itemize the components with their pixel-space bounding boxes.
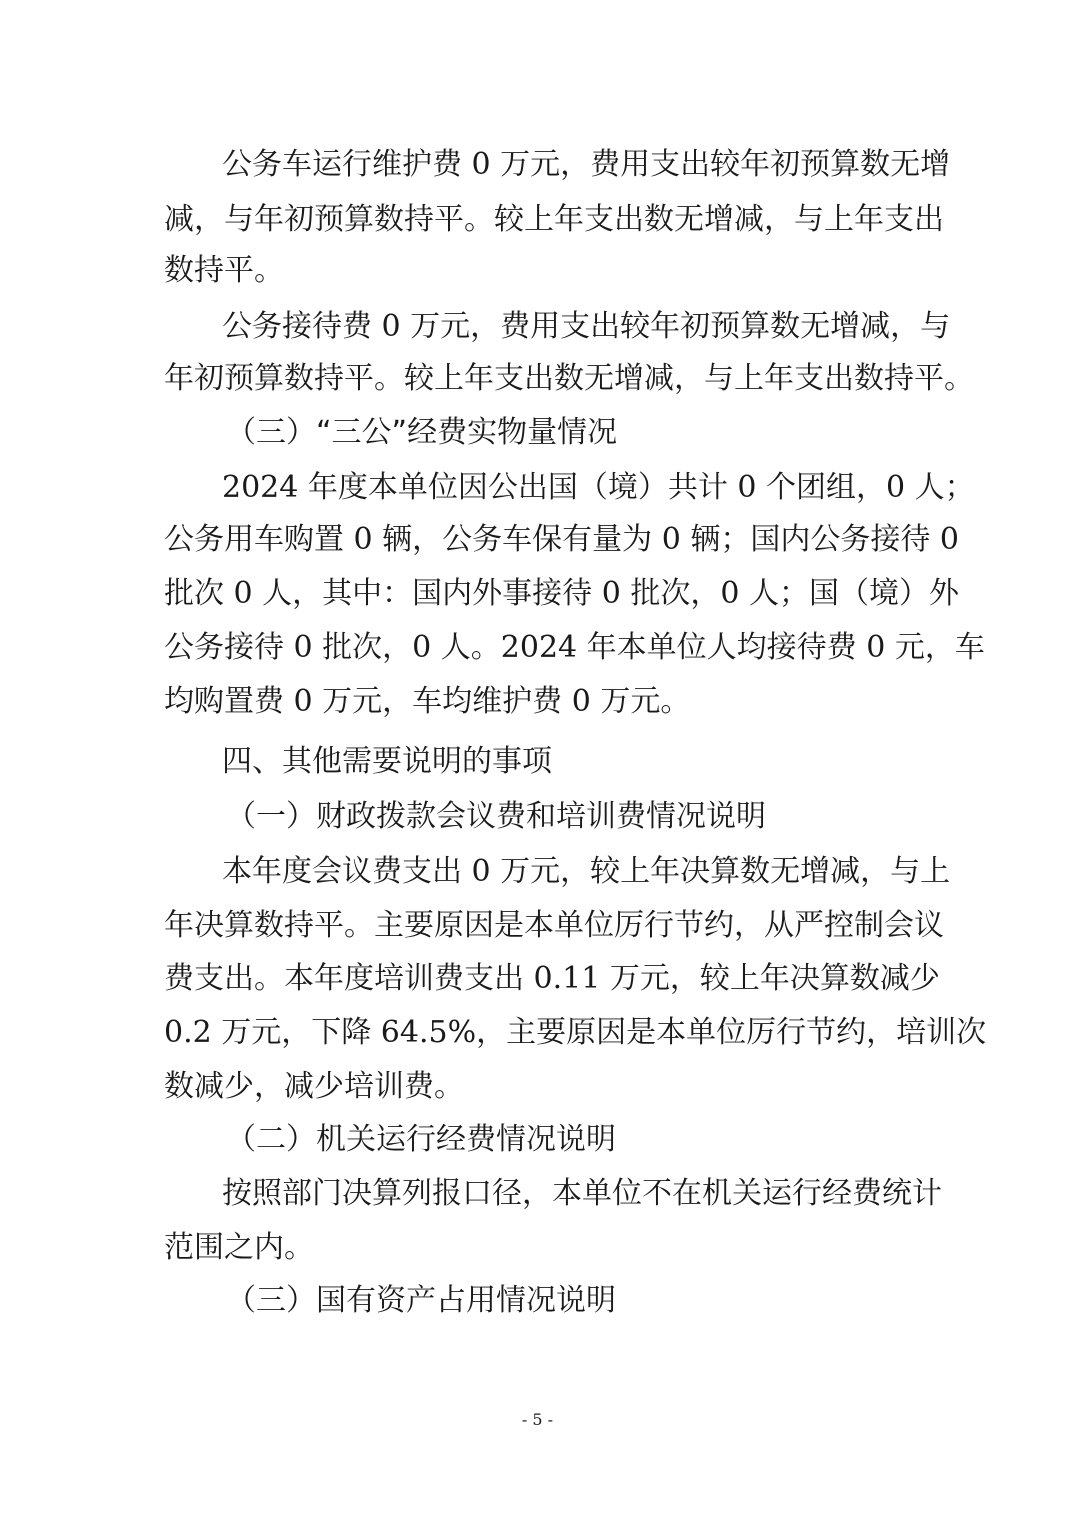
paragraph-line: 减，与年初预算数持平。较上年支出数无增减，与上年支出 [164, 202, 944, 237]
page-number: - 5 - [521, 1410, 554, 1429]
paragraph-line: 费支出。本年度培训费支出 0.11 万元，较上年决算数减少 [164, 961, 940, 996]
paragraph-line: 0.2 万元，下降 64.5%，主要原因是本单位厉行节约，培训次 [164, 1015, 987, 1050]
section-heading: （三）“三公”经费实物量情况 [226, 415, 618, 450]
paragraph-line: 批次 0 人，其中：国内外事接待 0 批次，0 人；国（境）外 [164, 576, 959, 611]
section-heading: 四、其他需要说明的事项 [222, 744, 552, 779]
paragraph-line: 公务用车购置 0 辆，公务车保有量为 0 辆；国内公务接待 0 [164, 522, 959, 557]
paragraph-line: 公务车运行维护费 0 万元，费用支出较年初预算数无增 [222, 147, 951, 182]
paragraph-line: 年决算数持平。主要原因是本单位厉行节约，从严控制会议 [164, 908, 944, 943]
paragraph-line: 本年度会议费支出 0 万元，较上年决算数无增减，与上 [222, 854, 951, 889]
section-heading: （一）财政拨款会议费和培训费情况说明 [226, 799, 766, 834]
paragraph-line: 范围之内。 [164, 1230, 314, 1265]
paragraph-line: 按照部门决算列报口径，本单位不在机关运行经费统计 [222, 1176, 942, 1211]
paragraph-line: 均购置费 0 万元，车均维护费 0 万元。 [164, 684, 691, 719]
section-heading: （三）国有资产占用情况说明 [226, 1283, 616, 1318]
section-heading: （二）机关运行经费情况说明 [226, 1122, 616, 1157]
paragraph-line: 数持平。 [164, 253, 284, 288]
paragraph-line: 2024 年度本单位因公出国（境）共计 0 个团组，0 人； [222, 470, 975, 505]
paragraph-line: 公务接待费 0 万元，费用支出较年初预算数无增减，与 [222, 309, 951, 344]
paragraph-line: 年初预算数持平。较上年支出数无增减，与上年支出数持平。 [164, 361, 974, 396]
paragraph-line: 数减少，减少培训费。 [164, 1069, 464, 1104]
paragraph-line: 公务接待 0 批次，0 人。2024 年本单位人均接待费 0 元，车 [164, 630, 985, 665]
